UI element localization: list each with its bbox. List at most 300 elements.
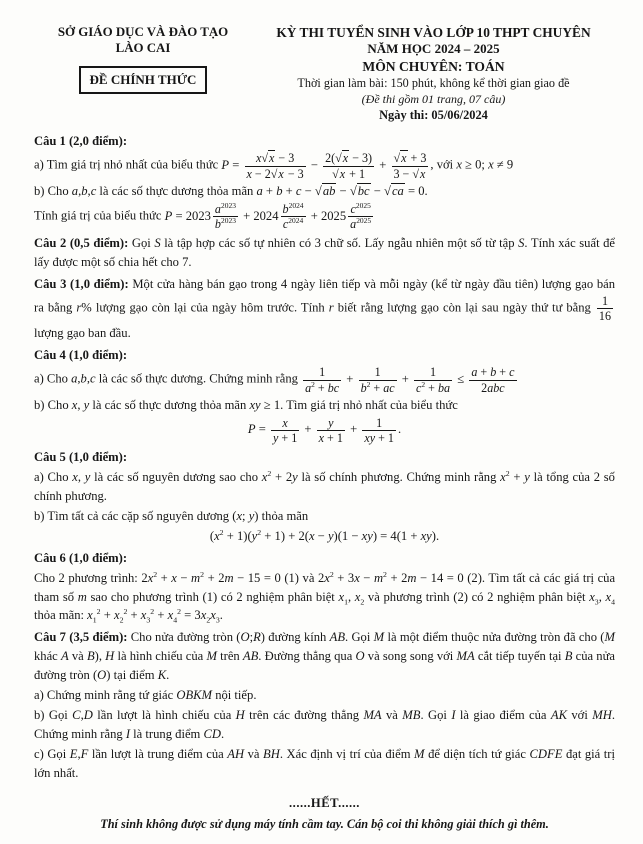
- math-variable: x: [589, 589, 595, 604]
- text-run: là các số thực dương thỏa mãn: [89, 397, 250, 412]
- radical-sign: √: [332, 166, 339, 181]
- text-run: là hình chiếu của: [114, 649, 207, 664]
- math-expression: P = 2023 $\frac{a^{2023}}{b^{2023}}$ + 2024 $\frac{b^{2024}}{c^{2024}}$ + 2025 $\frac{c^{2025}}{a^{2025}}$: [164, 200, 372, 232]
- question-cau-6: [34, 549, 615, 626]
- math-variable: a: [350, 217, 357, 232]
- superscript: 2: [383, 569, 387, 579]
- sqrt-radical: [350, 183, 371, 198]
- math-variable: M: [414, 746, 425, 761]
- official-exam-stamp: ĐỀ CHÍNH THỨC: [79, 66, 208, 94]
- superscript: 2: [329, 569, 334, 579]
- math-expression: a,b,c: [71, 183, 97, 198]
- fraction-numerator: 1: [376, 415, 383, 430]
- exam-title-block: [252, 24, 615, 124]
- math-expression: [61, 649, 69, 663]
- exam-pages-note: (Đề thi gồm 01 trang, 07 câu): [361, 91, 506, 106]
- text-line: [34, 507, 615, 526]
- exam-date: Ngày thi: 05/06/2024: [379, 108, 488, 123]
- math-variable: c: [416, 380, 422, 395]
- fraction-denominator: $c^2$ + ba: [416, 379, 451, 395]
- math-variable: b: [81, 183, 88, 198]
- question-label: Câu 2 (0,5 điểm):: [34, 236, 129, 251]
- text-run: và: [68, 649, 87, 664]
- math-variable: x: [200, 608, 207, 623]
- subscript: 3: [594, 597, 599, 607]
- math-expression: $2x^2 + x - m^2 + 2m - 15 = 0$: [141, 569, 281, 585]
- math-variable: K: [157, 668, 167, 683]
- text-run: để diện tích tứ giác: [424, 746, 530, 761]
- text-run: trên các đường thẳng: [244, 707, 364, 722]
- fraction-denominator: 16: [598, 309, 611, 324]
- math-expression: [551, 708, 567, 722]
- fraction-numerator: a + b + c: [471, 365, 515, 380]
- math-variable: OBKM: [176, 688, 213, 703]
- radical-sign: √: [314, 183, 322, 198]
- math-expression: [330, 630, 345, 644]
- math-variable: x: [342, 151, 349, 166]
- math-variable: bc: [327, 380, 340, 395]
- text-run: nội tiếp.: [212, 688, 257, 703]
- math-expression: $2x^2 + 3x - m^2 + 2m - 14 = 0$: [317, 569, 464, 585]
- text-run: Cho nửa đường tròn: [127, 630, 237, 645]
- math-variable: O: [240, 630, 250, 645]
- text-run: b) Gọi: [34, 707, 73, 722]
- radicand: [391, 183, 405, 198]
- radicand: [277, 166, 284, 181]
- math-variable: x: [278, 166, 284, 181]
- math-variable: y: [251, 528, 258, 543]
- superscript: 2: [219, 527, 224, 537]
- math-expression: $x^2 + 2y$: [261, 469, 298, 485]
- math-variable: x: [401, 151, 407, 166]
- text-run: lần lượt là trung điểm của: [88, 746, 228, 761]
- text-run: đạt giá trị lớn nhất.: [34, 746, 615, 780]
- math-variable: x: [500, 470, 506, 485]
- math-variable: xy: [364, 431, 376, 446]
- text-line: [34, 202, 615, 232]
- text-run: .: [166, 668, 170, 683]
- fraction-denominator: 2abc: [469, 380, 516, 395]
- text-run: . Gọi: [345, 630, 374, 645]
- text-run: Gọi: [128, 236, 155, 251]
- math-expression: [402, 708, 420, 722]
- fraction-numerator: 2(√x − 3): [325, 151, 373, 166]
- math-variable: x: [324, 570, 330, 585]
- fraction: [303, 365, 341, 395]
- exam-duration: Thời gian làm bài: 150 phút, không kể thời gian giao đề: [297, 75, 570, 90]
- text-run: .: [219, 608, 223, 623]
- math-variable: x: [605, 589, 612, 604]
- text-run: ),: [94, 649, 106, 664]
- math-variable: x: [246, 166, 252, 181]
- superscript: 2023: [220, 200, 236, 210]
- question-heading: [34, 132, 615, 151]
- math-variable: x: [255, 151, 262, 166]
- math-expression: $(x^2 + 1)(y^2 + 1) + 2(x - y)(1 - xy) = 4(1 + xy)$.: [209, 527, 440, 543]
- fraction-numerator: [317, 416, 345, 430]
- fraction-denominator: xy + 1: [364, 431, 394, 446]
- question-heading: [34, 346, 615, 365]
- issuer-place: LÀO CAI: [115, 41, 171, 56]
- math-variable: m: [373, 570, 384, 585]
- fraction: [281, 202, 306, 232]
- fraction-denominator: √x + 1: [323, 166, 374, 181]
- math-variable: x: [72, 470, 78, 485]
- question-label: Câu 7 (3,5 điểm):: [34, 630, 128, 645]
- fraction: [348, 202, 373, 232]
- math-variable: R: [253, 630, 261, 645]
- math-expression: $x_1^2 + x_2^2 + x_3^2 + x_4^2 = 3x_2x_3$: [87, 607, 220, 625]
- text-run: là các số thực dương thỏa mãn: [96, 183, 257, 198]
- math-variable: a: [71, 372, 78, 387]
- formula-line: [34, 527, 615, 546]
- math-variable: MA: [363, 707, 382, 722]
- math-variable: r: [328, 300, 334, 315]
- math-variable: AB: [242, 649, 259, 664]
- fraction: [271, 416, 299, 446]
- radical-sign: √: [412, 166, 420, 181]
- text-run: . Đường thẳng qua: [258, 649, 356, 664]
- question-heading: [34, 448, 615, 467]
- question-heading: [34, 549, 615, 568]
- text-line: [34, 569, 615, 626]
- math-variable: x: [488, 158, 494, 173]
- text-run: Tính giá trị của biểu thức: [34, 208, 165, 223]
- text-line: [34, 396, 615, 415]
- fraction-numerator: [281, 202, 306, 216]
- exam-footer: [34, 794, 615, 833]
- math-expression: [158, 668, 166, 682]
- question-cau-3: [34, 275, 615, 342]
- subscript: 1: [344, 597, 348, 607]
- superscript: 2: [200, 569, 205, 579]
- math-variable: CD: [203, 726, 221, 741]
- fraction-numerator: [271, 416, 299, 430]
- math-expression: [87, 649, 95, 663]
- math-expression: [595, 294, 615, 324]
- math-variable: x: [354, 589, 361, 604]
- math-variable: S: [154, 236, 161, 251]
- text-run: thỏa mãn: [258, 509, 309, 524]
- formula-line: [34, 416, 615, 446]
- fraction: [469, 365, 516, 395]
- math-variable: c: [90, 183, 97, 198]
- question-label: Câu 1 (2,0 điểm):: [34, 133, 128, 148]
- math-expression: [203, 727, 221, 741]
- stamp-wrap: [34, 56, 252, 94]
- math-expression: [363, 708, 381, 722]
- fraction-denominator: [348, 216, 373, 231]
- math-expression: C,D: [72, 707, 93, 722]
- issuer-block: [34, 24, 252, 94]
- text-line: [34, 234, 615, 272]
- fraction: [317, 416, 345, 446]
- math-expression: x, y: [71, 397, 90, 412]
- math-expression: [356, 649, 365, 663]
- math-variable: b: [214, 217, 221, 232]
- math-expression: [605, 630, 616, 644]
- math-variable: c: [282, 217, 289, 232]
- math-expression: xy ≥ 1: [249, 397, 281, 412]
- fraction: [245, 151, 306, 181]
- math-variable: a: [305, 380, 312, 395]
- math-variable: E: [69, 746, 78, 761]
- superscript: 2: [177, 607, 182, 617]
- text-run: b) Cho: [34, 183, 72, 198]
- math-expression: [227, 747, 244, 761]
- fraction: [323, 151, 374, 181]
- math-variable: CDFE: [529, 746, 563, 761]
- math-variable: I: [451, 707, 456, 722]
- math-variable: BH: [263, 746, 280, 761]
- fraction: [414, 365, 452, 395]
- text-run: a) Cho: [34, 372, 72, 387]
- fraction-denominator: y + 1: [272, 431, 298, 446]
- school-year: NĂM HỌC 2024 – 2025: [367, 41, 500, 57]
- math-expression: x ≥ 0; x ≠ 9: [456, 158, 514, 173]
- radical-sign: √: [261, 151, 268, 166]
- math-variable: MB: [402, 707, 421, 722]
- math-variable: x: [214, 528, 220, 543]
- math-expression: (O;R): [236, 630, 265, 645]
- math-expression: [78, 590, 87, 604]
- math-expression: a + b + c − √ab − √bc − √ca = 0: [256, 183, 425, 198]
- text-run: và phương trình (2) có 2 nghiệm phân biệt: [364, 589, 590, 604]
- text-line: [34, 628, 615, 685]
- math-variable: x: [282, 415, 288, 430]
- text-run: . Xác định vị trí của điểm: [279, 746, 415, 761]
- text-line: [34, 706, 615, 744]
- text-run: . Tính xác suất để lấy được một số chia hết cho 7.: [34, 236, 616, 270]
- text-run: khác: [34, 649, 61, 664]
- math-variable: abc: [487, 380, 505, 395]
- math-variable: b: [490, 365, 497, 380]
- math-variable: M: [373, 630, 385, 645]
- fraction-denominator: [281, 216, 306, 231]
- math-expression: [243, 649, 258, 663]
- fraction-numerator: √x + 3: [393, 151, 427, 166]
- math-expression: $x^2 + y$: [500, 469, 530, 485]
- math-variable: xy: [361, 528, 373, 543]
- text-run: Một cửa hàng bán gạo trong 4 ngày liên tiếp và mỗi ngày (kể từ ngày đầu tiên) lượng gạo bán ra bằng: [34, 277, 615, 315]
- superscript: 2025: [355, 200, 371, 210]
- math-variable: H: [235, 707, 245, 722]
- superscript: 2: [311, 379, 315, 389]
- fraction-denominator: 3 − √x: [392, 166, 429, 181]
- math-variable: ca: [391, 183, 404, 198]
- fraction-numerator: 1: [374, 365, 381, 380]
- text-run: biết rằng lượng gạo còn lại sau ngày thứ tư bằng: [333, 300, 595, 315]
- math-variable: x: [456, 158, 462, 173]
- math-variable: x: [171, 570, 177, 585]
- math-variable: ac: [383, 380, 395, 395]
- math-variable: O: [355, 649, 365, 664]
- text-run: và: [244, 746, 264, 761]
- sqrt-radical: [394, 150, 408, 165]
- math-variable: x: [140, 608, 147, 623]
- text-run: với: [567, 707, 593, 722]
- math-variable: a: [471, 365, 478, 380]
- math-variable: m: [191, 570, 201, 585]
- math-variable: m: [224, 570, 234, 585]
- math-expression: E,F: [69, 746, 89, 761]
- text-run: a) Tìm giá trị nhỏ nhất của biểu thức: [34, 158, 222, 173]
- math-variable: B: [86, 649, 95, 664]
- math-expression: [592, 708, 612, 722]
- math-expression: (x; y): [232, 509, 259, 524]
- math-variable: x: [338, 589, 345, 604]
- text-run: và song song với: [364, 649, 457, 664]
- math-variable: xy: [249, 397, 261, 412]
- math-variable: F: [80, 746, 89, 761]
- math-variable: AH: [227, 746, 245, 761]
- math-variable: MH: [592, 707, 612, 722]
- math-expression: [176, 688, 212, 702]
- sqrt-radical: [384, 183, 405, 198]
- math-variable: x: [210, 608, 216, 623]
- math-variable: x: [71, 397, 78, 412]
- subscript: 2: [119, 615, 124, 625]
- text-line: [34, 182, 615, 201]
- text-run: là tổng của 2 số chính phương.: [34, 470, 615, 504]
- exam-body: [34, 132, 615, 783]
- math-variable: a: [71, 183, 79, 198]
- math-variable: y: [328, 415, 334, 430]
- text-run: . Gọi: [420, 707, 452, 722]
- math-expression: $x_1$, $x_2$: [338, 589, 365, 607]
- fraction-denominator: x + 1: [318, 431, 343, 446]
- sqrt-radical: [412, 166, 426, 181]
- radical-sign: √: [270, 166, 278, 181]
- math-variable: x: [236, 509, 243, 524]
- text-run: .: [424, 183, 428, 198]
- fraction-numerator: 1: [319, 365, 326, 380]
- text-run: b) Cho: [34, 397, 72, 412]
- text-run: cắt tiếp tuyến tại: [474, 649, 565, 664]
- math-expression: P = $\frac{x}{y + 1}$ + $\frac{y}{x + 1}$ + $\frac{1}{xy + 1}$ .: [247, 415, 402, 446]
- text-line: [34, 275, 615, 342]
- text-run: , với: [430, 158, 457, 173]
- subscript: 2: [360, 597, 365, 607]
- math-variable: S: [518, 236, 525, 251]
- math-expression: [456, 649, 474, 663]
- superscript: 2: [96, 607, 101, 617]
- fraction-numerator: 1: [430, 365, 437, 380]
- math-variable: r: [76, 300, 82, 315]
- superscript: 2: [421, 379, 426, 389]
- question-cau-7: [34, 628, 615, 782]
- subscript: 4: [611, 597, 616, 607]
- math-variable: x: [167, 608, 174, 623]
- text-line: [34, 468, 615, 506]
- superscript: 2025: [356, 216, 372, 226]
- superscript: 2: [153, 569, 158, 579]
- math-variable: P: [164, 208, 173, 223]
- text-run: là các số nguyên dương sao cho: [90, 470, 262, 485]
- math-variable: y: [272, 431, 279, 446]
- math-expression: [105, 649, 114, 663]
- fraction-denominator: $b^2$ + ac: [360, 379, 395, 395]
- math-variable: xy: [420, 528, 432, 543]
- math-variable: y: [327, 528, 334, 543]
- math-variable: O: [97, 668, 107, 683]
- sqrt-radical: [335, 150, 349, 165]
- subscript: 2: [206, 615, 211, 625]
- text-run: (2). Tìm tất cả các giá trị của tham số: [34, 570, 616, 604]
- fraction-denominator: x − 2√x − 3: [246, 166, 304, 181]
- text-run: của nửa đường tròn: [34, 649, 615, 683]
- math-expression: [374, 630, 385, 644]
- text-run: tại điểm: [110, 668, 158, 683]
- sqrt-radical: [261, 150, 275, 165]
- subscript: 3: [215, 615, 220, 625]
- text-run: đường kính: [265, 630, 330, 645]
- fraction-denominator: [213, 216, 238, 231]
- math-variable: b: [282, 201, 289, 216]
- superscript: 2: [123, 607, 128, 617]
- text-run: (1) và: [280, 570, 318, 585]
- question-label: Câu 6 (1,0 điểm):: [34, 550, 128, 565]
- math-variable: D: [83, 707, 93, 722]
- math-variable: y: [248, 509, 255, 524]
- math-variable: x: [420, 166, 426, 181]
- text-run: .: [220, 726, 225, 741]
- text-run: b) Tìm tất cả các cặp số nguyên dương: [34, 509, 233, 524]
- math-variable: C: [72, 707, 81, 722]
- math-variable: P: [247, 422, 256, 437]
- text-run: trên: [216, 649, 243, 664]
- math-variable: a: [256, 183, 263, 198]
- math-variable: m: [407, 570, 417, 585]
- math-variable: c: [295, 183, 302, 198]
- end-mark: ......HẾT......: [289, 796, 360, 811]
- math-variable: M: [206, 649, 217, 664]
- exam-header: [34, 24, 615, 124]
- math-variable: B: [564, 649, 573, 664]
- math-variable: A: [60, 649, 69, 664]
- radical-sign: √: [393, 151, 401, 166]
- superscript: 2: [257, 527, 262, 537]
- math-variable: y: [292, 470, 298, 485]
- fraction-numerator: x√x − 3: [255, 151, 295, 166]
- math-expression: r%: [76, 300, 92, 315]
- exam-subject: MÔN CHUYÊN: TOÁN: [362, 59, 505, 75]
- math-variable: x: [339, 166, 346, 181]
- math-expression: [263, 747, 280, 761]
- math-expression: [414, 747, 425, 761]
- text-run: . Chứng minh rằng: [34, 707, 615, 741]
- math-variable: P: [221, 158, 230, 173]
- math-variable: AK: [550, 707, 567, 722]
- fraction: [362, 416, 396, 446]
- question-cau-4: [34, 346, 615, 446]
- sqrt-radical: [315, 183, 337, 198]
- superscript: 2: [267, 469, 272, 479]
- text-run: và: [381, 707, 403, 722]
- math-expression: $\frac{1}{a^2 + bc}$ + $\frac{1}{b^2 + ac}$ + $\frac{1}{c^2 + ba}$ ≤ $\frac{a + b + c}{\text{2abc}}$: [305, 365, 515, 395]
- math-variable: b: [80, 372, 87, 387]
- radicand: [322, 183, 337, 198]
- superscript: 2: [505, 469, 510, 479]
- math-variable: x: [318, 431, 325, 446]
- math-variable: c: [350, 201, 356, 216]
- text-run: lần lượt là hình chiếu của: [92, 707, 236, 722]
- text-run: là các số thực dương. Chứng minh rằng: [95, 372, 302, 387]
- text-run: sao cho phương trình (1) có 2 nghiệm phân biệt: [86, 589, 339, 604]
- radical-sign: √: [335, 151, 342, 166]
- math-variable: x: [268, 151, 275, 166]
- math-variable: x: [87, 608, 93, 623]
